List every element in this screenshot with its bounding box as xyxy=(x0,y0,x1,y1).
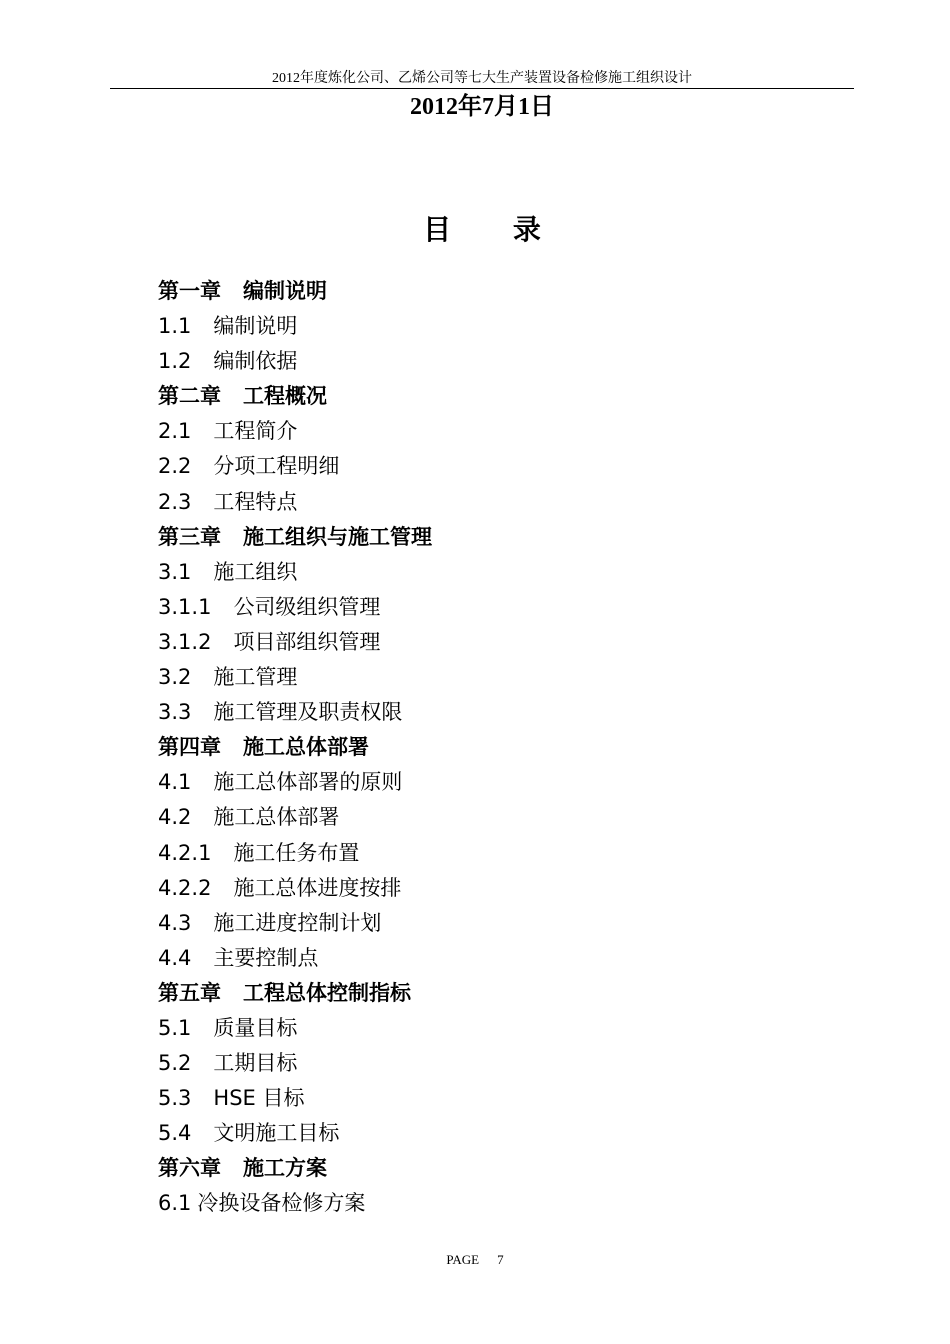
toc-title-text: 工期目标 xyxy=(213,1051,298,1076)
toc-title-text: 文明施工目标 xyxy=(213,1121,340,1146)
toc-title-text: 施工组织与施工管理 xyxy=(243,524,432,549)
toc-title-text: 施工方案 xyxy=(243,1156,327,1181)
toc-title-text: 质量目标 xyxy=(213,1015,298,1040)
toc-number: 1.2 xyxy=(158,349,192,374)
toc-number: 3.1.1 xyxy=(158,594,212,619)
toc-number: 5.4 xyxy=(158,1121,192,1146)
toc-number: 第四章 xyxy=(158,735,221,760)
toc-title-text: 施工任务布置 xyxy=(233,840,360,865)
toc-item[interactable] xyxy=(158,485,432,520)
toc-title-text: 公司级组织管理 xyxy=(233,594,381,619)
toc-title-text: 编制说明 xyxy=(213,314,298,339)
toc-item[interactable] xyxy=(158,555,432,590)
toc-title-text: 工程概况 xyxy=(243,384,327,409)
toc-title-text: 工程简介 xyxy=(213,419,298,444)
toc-number: 6.1 xyxy=(158,1191,192,1216)
table-of-contents xyxy=(158,274,432,1222)
toc-item[interactable] xyxy=(158,765,432,800)
toc-title-text: 编制说明 xyxy=(243,279,327,303)
page-label: PAGE xyxy=(446,1252,480,1267)
toc-item[interactable] xyxy=(158,1046,432,1081)
toc-item[interactable] xyxy=(158,906,432,941)
toc-number: 第二章 xyxy=(158,384,221,409)
toc-item[interactable] xyxy=(158,836,432,871)
toc-item[interactable] xyxy=(158,1011,432,1046)
toc-title-text: 施工总体进度按排 xyxy=(233,875,402,900)
toc-item[interactable] xyxy=(158,414,432,449)
toc-title-text: 施工进度控制计划 xyxy=(213,910,382,935)
toc-title: 目 录 xyxy=(423,213,541,246)
toc-title-text: 主要控制点 xyxy=(213,945,319,970)
toc-title-text: 施工管理 xyxy=(213,665,298,690)
toc-chapter[interactable] xyxy=(158,274,432,309)
toc-title-text: 项目部组织管理 xyxy=(233,629,381,654)
toc-number: 5.1 xyxy=(158,1015,192,1040)
toc-number: 1.1 xyxy=(158,314,192,339)
toc-item[interactable] xyxy=(158,1186,432,1221)
toc-number: 第五章 xyxy=(158,980,221,1005)
header-rule xyxy=(110,88,854,89)
toc-item[interactable] xyxy=(158,449,432,484)
toc-item[interactable] xyxy=(158,695,432,730)
toc-number: 4.2.1 xyxy=(158,840,212,865)
toc-item[interactable] xyxy=(158,344,432,379)
toc-item[interactable] xyxy=(158,800,432,835)
toc-title-text: 编制依据 xyxy=(213,349,298,374)
toc-title-text: 工程特点 xyxy=(213,489,298,514)
toc-chapter[interactable] xyxy=(158,976,432,1011)
toc-title-text: 分项工程明细 xyxy=(213,454,340,479)
toc-title-text: 施工组织 xyxy=(213,559,298,584)
page-number: 7 xyxy=(497,1252,504,1267)
toc-item[interactable] xyxy=(158,590,432,625)
toc-number: 3.2 xyxy=(158,665,192,690)
document-date: 2012年7月1日 xyxy=(410,94,554,120)
toc-number: 4.2 xyxy=(158,805,192,830)
toc-chapter[interactable] xyxy=(158,730,432,765)
toc-number: 第三章 xyxy=(158,524,221,549)
toc-chapter[interactable] xyxy=(158,520,432,555)
toc-title-text: 冷换设备检修方案 xyxy=(197,1191,366,1216)
toc-number: 4.1 xyxy=(158,770,192,795)
toc-number: 第六章 xyxy=(158,1156,221,1181)
toc-title-text: 施工总体部署 xyxy=(243,735,369,760)
toc-number: 2.3 xyxy=(158,489,192,514)
toc-title-text: 工程总体控制指标 xyxy=(243,980,411,1005)
toc-number: 2.1 xyxy=(158,419,192,444)
toc-item[interactable] xyxy=(158,1081,432,1116)
toc-chapter[interactable] xyxy=(158,379,432,414)
toc-item[interactable] xyxy=(158,309,432,344)
toc-number: 5.3 xyxy=(158,1086,192,1111)
toc-item[interactable] xyxy=(158,941,432,976)
toc-number: 5.2 xyxy=(158,1051,192,1076)
toc-number: 4.3 xyxy=(158,910,192,935)
page-footer xyxy=(0,1251,950,1269)
toc-chapter[interactable] xyxy=(158,1151,432,1186)
toc-item[interactable] xyxy=(158,871,432,906)
toc-title-text: HSE 目标 xyxy=(213,1086,305,1111)
toc-number: 4.2.2 xyxy=(158,875,212,900)
toc-number: 2.2 xyxy=(158,454,192,479)
toc-item[interactable] xyxy=(158,1116,432,1151)
toc-number: 3.1 xyxy=(158,559,192,584)
toc-item[interactable] xyxy=(158,625,432,660)
toc-number: 4.4 xyxy=(158,945,192,970)
running-header: 2012年度炼化公司、乙烯公司等七大生产装置设备检修施工组织设计 xyxy=(272,71,692,86)
toc-title-text: 施工总体部署的原则 xyxy=(213,770,403,795)
toc-item[interactable] xyxy=(158,660,432,695)
toc-number: 3.3 xyxy=(158,700,192,725)
toc-number: 3.1.2 xyxy=(158,629,212,654)
toc-title-text: 施工管理及职责权限 xyxy=(213,700,403,725)
toc-number: 第一章 xyxy=(158,279,221,303)
toc-title-text: 施工总体部署 xyxy=(213,805,340,830)
